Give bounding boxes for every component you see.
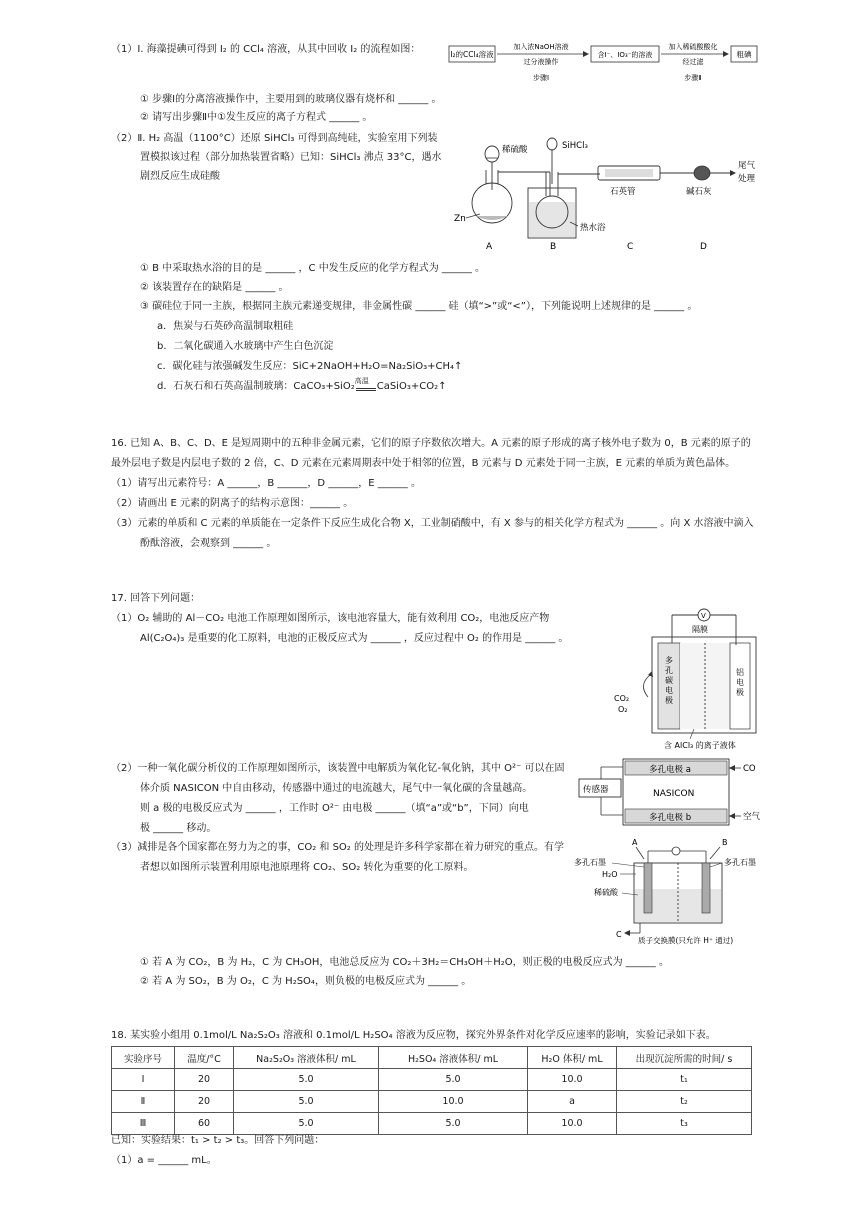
- q15-part2-question3: ③ 碳硅位于同一主族，根据同主族元素递变规律，非金属性碳 ______ 硅（填“>”或“<”），下列能说明上述规律的是 ______ 。: [140, 301, 698, 312]
- table-header-cell: 出现沉淀所需的时间/ s: [617, 1047, 752, 1069]
- al-co2-cell-diagram: [610, 605, 785, 755]
- tail-treat-label: 处理: [738, 174, 756, 184]
- table-cell: 5.0: [379, 1069, 528, 1091]
- apparatus-label-b: B: [550, 242, 557, 252]
- q18-intro: 18. 某实验小组用 0.1mol/L Na₂S₂O₃ 溶液和 0.1mol/L H₂SO₄ 溶液为反应物，探究外界条件对化学反应速率的影响，实验记录如下表。: [111, 1030, 716, 1041]
- acid-label: 稀硫酸: [502, 145, 528, 155]
- q15-option-a: a．焦炭与石英砂高温制取粗硅: [157, 321, 294, 332]
- table-cell: 5.0: [234, 1091, 379, 1113]
- q16-question1: （1）请写出元素符号：A ______，B ______，D ______，E ______ 。: [111, 478, 421, 489]
- q17-part1-line2: Al(C₂O₄)₃ 是重要的化工原料，电池的正极反应式为 ______ ，反应过程中 O₂ 的作用是 ______ 。: [140, 633, 569, 644]
- high-temp-condition: 高温: [354, 377, 369, 385]
- q16-question3-line2: 酚酞溶液，会观察到 ______ 。: [140, 538, 277, 549]
- flow-arrow-1-bottom: 过分液操作: [523, 58, 559, 66]
- q17-part3-question1: ① 若 A 为 CO₂，B 为 H₂，C 为 CH₃OH，电池总反应为 CO₂＋3H₂＝CH₃OH＋H₂O，则正极的电极反应式为 ______ 。: [140, 957, 669, 968]
- co2-label: CO₂: [614, 694, 630, 703]
- q16-stem-line1: 16. 已知 A、B、C、D、E 是短周期中的五种非金属元素，它们的原子序数依次增大。A 元素的原子形成的离子核外电子数为 0，B 元素的原子的: [111, 438, 751, 449]
- flow-arrow-2-bottom: 经过滤: [682, 58, 704, 66]
- table-cell: 5.0: [234, 1113, 379, 1135]
- table-cell: Ⅱ: [112, 1091, 175, 1113]
- left-graphite-label: 多孔石墨: [574, 858, 606, 867]
- co-label: CO: [743, 764, 756, 774]
- sensor-label: 传感器: [583, 785, 609, 795]
- q16-question2: （2）请画出 E 元素的阴离子的结构示意图：______ 。: [111, 498, 354, 509]
- quartz-label: 石英管: [610, 187, 636, 197]
- q15-part2-question2: ② 该装置存在的缺陷是 ______ 。: [140, 282, 289, 293]
- table-cell: Ⅲ: [112, 1113, 175, 1135]
- q17-part2-line3: 则 a 极的电极反应式为 ______ ，工作时 O²⁻ 由电极 ______（填“a”或“b”，下同）向电: [140, 803, 529, 814]
- q15-option-b: b．二氧化碳通入水玻璃中产生白色沉淀: [157, 341, 334, 352]
- soda-lime-label: 碱石灰: [686, 187, 712, 197]
- q17-part3-line1: （3）减排是各个国家都在努力为之的事，CO₂ 和 SO₂ 的处理是许多科学家都在着力研究的重点。有学: [111, 842, 564, 853]
- q17-part3-question2: ② 若 A 为 SO₂，B 为 O₂，C 为 H₂SO₄，则负极的电极反应式为 ______ 。: [140, 976, 472, 987]
- table-header-cell: Na₂S₂O₃ 溶液体积/ mL: [234, 1047, 379, 1069]
- air-label: 空气: [743, 812, 761, 822]
- option-d-left: d．石灰石和石英高温制玻璃：CaCO₃+SiO₂: [157, 381, 355, 392]
- table-cell: t₁: [617, 1069, 752, 1091]
- electrode-a-label: 多孔电极 a: [649, 765, 691, 775]
- q17-part2-line2: 体介质 NASICON 中自由移动，传感器中通过的电流越大，尾气中一氧化碳的含量越高。: [140, 783, 533, 794]
- q15-part2-line1: （2）Ⅱ. H₂ 高温（1100°C）还原 SiHCl₃ 可得到高纯硅，实验室用下列装: [111, 133, 438, 144]
- table-header-cell: 温度/°C: [175, 1047, 234, 1069]
- flow-step-1: 步骤Ⅰ: [532, 74, 550, 82]
- table-cell: 10.0: [379, 1091, 528, 1113]
- table-header-cell: H₂SO₄ 溶液体积/ mL: [379, 1047, 528, 1069]
- option-d-condition: [354, 377, 377, 394]
- q15-part1-intro: （1）Ⅰ. 海藻提碘可得到 I₂ 的 CCl₄ 溶液，从其中回收 I₂ 的流程如图：: [111, 44, 421, 55]
- q15-part2-question1: ① B 中采取热水浴的目的是 ______ ，C 中发生反应的化学方程式为 ______ 。: [140, 263, 486, 274]
- silicon-apparatus-diagram: [450, 128, 795, 253]
- co2-so2-cell-diagram: [572, 833, 782, 948]
- outlet-c-label: C: [616, 930, 622, 939]
- flow-box-1-label: I₂的CCl₄溶液: [450, 50, 494, 59]
- table-cell: 20: [175, 1069, 234, 1091]
- table-header-row: [112, 1047, 752, 1069]
- q17-part3-line2: 者想以如图所示装置利用原电池原理将 CO₂、SO₂ 转化为重要的化工原料。: [140, 862, 474, 873]
- acid-label: 稀硫酸: [594, 888, 618, 897]
- table-header-cell: H₂O 体积/ mL: [528, 1047, 617, 1069]
- zn-label: Zn: [454, 214, 466, 224]
- q18-known: 已知：实验结果：t₁ > t₂ > t₃。回答下列问题：: [111, 1135, 325, 1146]
- apparatus-label-d: D: [700, 242, 707, 252]
- table-cell: Ⅰ: [112, 1069, 175, 1091]
- flow-arrow-1-top: 加入浓NaOH溶液: [513, 43, 569, 51]
- right-graphite-label: 多孔石墨: [724, 858, 756, 867]
- table-cell: 60: [175, 1113, 234, 1135]
- co-analyzer-diagram: [575, 757, 775, 829]
- table-cell: 5.0: [234, 1069, 379, 1091]
- experiment-table: [111, 1046, 752, 1135]
- inlet-a-label: A: [632, 838, 638, 847]
- q17-part1-line1: （1）O₂ 辅助的 Al－CO₂ 电池工作原理如图所示，该电池容量大，能有效利用 CO₂，电池反应产物: [111, 613, 550, 624]
- flow-box-2-label: 含I⁻、IO₃⁻的溶液: [597, 51, 653, 59]
- q18-question1: （1）a = ______ mL。: [111, 1155, 217, 1166]
- q15-option-d: [157, 377, 447, 394]
- q15-option-c: c．碳化硅与浓强碱发生反应：SiC+2NaOH+H₂O=Na₂SiO₃+CH₄↑: [157, 361, 463, 372]
- ionic-liquid-label: 含 AlCl₃ 的离子液体: [664, 741, 736, 750]
- flow-arrow-2-top: 加入稀硫酸酸化: [668, 43, 718, 51]
- sihcl3-label: SiHCl₃: [562, 141, 588, 151]
- table-row: [112, 1069, 752, 1091]
- right-electrode-label: 铝电极: [736, 668, 744, 697]
- water-bath-label: 热水浴: [580, 223, 606, 233]
- water-label: H₂O: [602, 870, 618, 879]
- q15-part2-line2: 置模拟该过程（部分加热装置省略）已知：SiHCl₃ 沸点 33°C，遇水: [140, 152, 442, 163]
- table-cell: 10.0: [528, 1113, 617, 1135]
- q15-part1-question1: ① 步骤Ⅰ的分离溶液操作中，主要用到的玻璃仪器有烧杯和 ______ 。: [140, 94, 442, 105]
- voltmeter-label: V: [701, 612, 706, 620]
- table-cell: 5.0: [379, 1113, 528, 1135]
- table-row: [112, 1091, 752, 1113]
- q16-stem-line2: 最外层电子数是内层电子数的 2 倍，C、D 元素在元素周期表中处于相邻的位置，B 元素与 D 元素处于同一主族，E 元素的单质为黄色晶体。: [111, 458, 736, 469]
- iodine-flowchart: [445, 36, 760, 86]
- q15-part1-question2: ② 请写出步骤Ⅱ中①发生反应的离子方程式 ______ 。: [140, 112, 373, 123]
- separator-label: 隔膜: [692, 625, 708, 634]
- membrane-label: 质子交换膜(只允许 H⁺ 通过): [638, 936, 734, 945]
- table-header-cell: 实验序号: [112, 1047, 175, 1069]
- q16-question3-line1: （3）元素的单质和 C 元素的单质能在一定条件下反应生成化合物 X，工业制硝酸中，有 X 参与的相关化学方程式为 ______ 。向 X 水溶液中滴入: [111, 518, 754, 529]
- table-cell: 10.0: [528, 1069, 617, 1091]
- table-cell: 20: [175, 1091, 234, 1113]
- apparatus-label-a: A: [486, 242, 493, 252]
- o2-label: O₂: [618, 705, 628, 714]
- option-d-right: CaSiO₃+CO₂↑: [376, 381, 447, 392]
- inlet-b-label: B: [722, 838, 728, 847]
- table-cell: t₂: [617, 1091, 752, 1113]
- table-cell: a: [528, 1091, 617, 1113]
- q17-part2-line1: （2）一种一氧化碳分析仪的工作原理如图所示，该装置中电解质为氧化钇-氧化钠，其中 O²⁻ 可以在固: [111, 763, 565, 774]
- flow-step-2: 步骤Ⅱ: [684, 74, 702, 82]
- apparatus-label-c: C: [627, 242, 634, 252]
- flow-box-3-label: 粗碘: [736, 50, 752, 59]
- q17-part2-line4: 极 ______ 移动。: [140, 823, 217, 834]
- tail-gas-label: 尾气: [738, 161, 756, 171]
- q17-title: 17. 回答下列问题：: [111, 593, 201, 604]
- q15-part2-line3: 剧烈反应生成硅酸: [140, 171, 220, 182]
- table-cell: t₃: [617, 1113, 752, 1135]
- table-row: [112, 1113, 752, 1135]
- left-electrode-label: 多孔碳电极: [665, 656, 673, 705]
- nasicon-label: NASICON: [653, 789, 695, 799]
- electrode-b-label: 多孔电极 b: [649, 813, 692, 823]
